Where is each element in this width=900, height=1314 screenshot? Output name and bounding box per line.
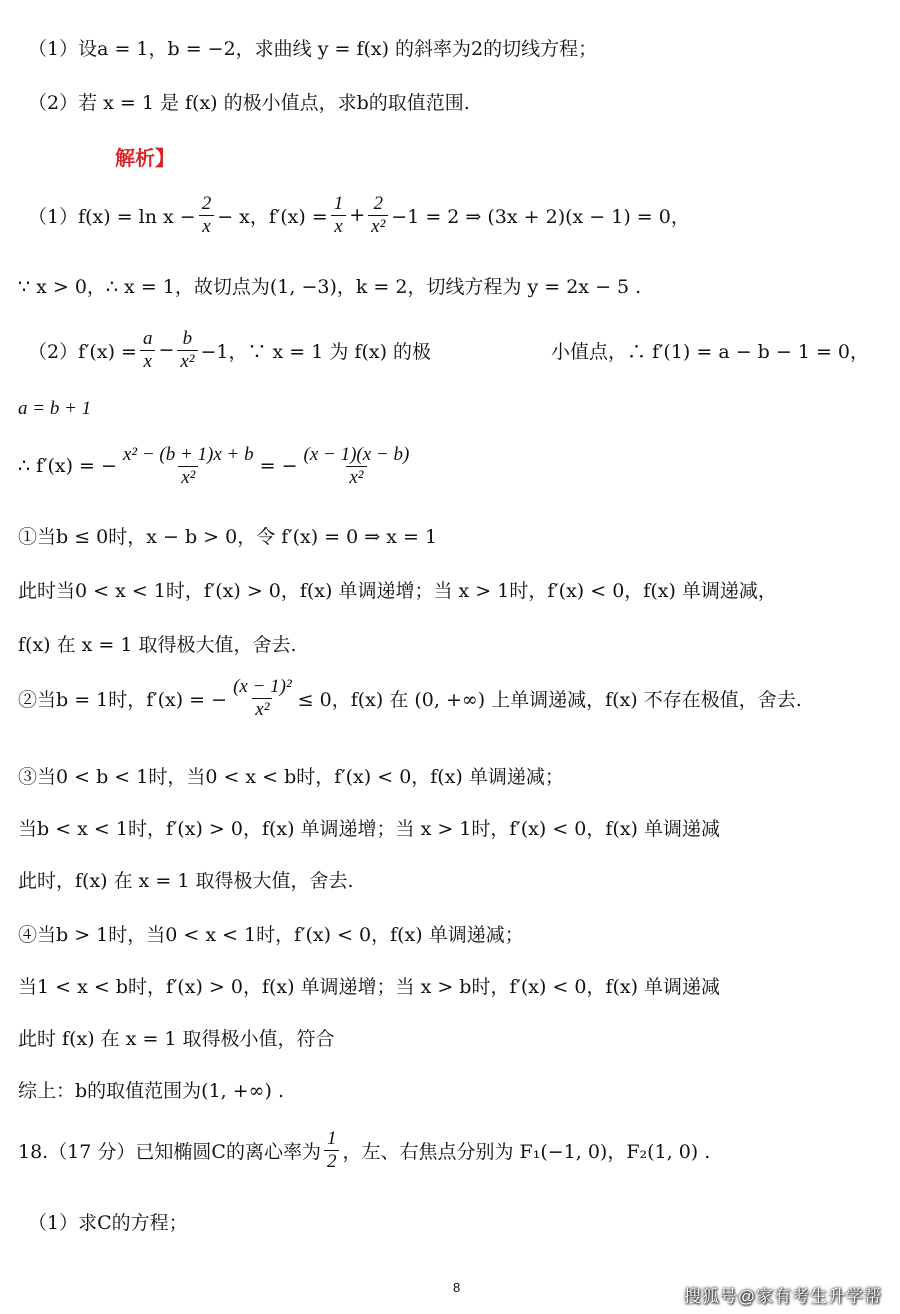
text: −1，∵ x = 1 为 f(x) 的极 [200, 340, 432, 363]
solution-2-factored [18, 444, 415, 489]
text: ②当b = 1时，f′(x) = − [18, 688, 228, 711]
text: ≤ 0，f(x) 在 (0, +∞) 上单调递减，f(x) 不存在极值，舍去. [297, 688, 802, 711]
case-3-conclusion [18, 866, 354, 893]
text: （2）若 x = 1 是 f(x) 的极小值点，求b的取值范围. [28, 92, 470, 114]
denominator: x² [368, 215, 388, 238]
denominator: x² [178, 466, 198, 489]
fraction [301, 444, 413, 489]
question-18 [18, 1128, 710, 1173]
text: − [158, 339, 175, 362]
numerator: (x − 1)² [233, 676, 292, 697]
numerator: 1 [326, 1128, 337, 1149]
text: 综上：b的取值范围为(1, +∞) . [18, 1080, 284, 1102]
fraction [120, 444, 257, 489]
fraction [368, 193, 388, 238]
text: 此时 f(x) 在 x = 1 取得极小值，符合 [18, 1028, 335, 1050]
numerator: x² − (b + 1)x + b [122, 444, 254, 465]
text: 小值点，∴ f′(1) = a − b − 1 = 0， [551, 340, 870, 363]
numerator: a [142, 328, 153, 349]
denominator: x [140, 350, 154, 373]
numerator: (x − 1)(x − b) [303, 444, 410, 465]
solution-heading [115, 142, 175, 171]
heading-text: 解析】 [115, 146, 175, 170]
text: （1）f(x) = ln x − [28, 205, 196, 228]
text: 此时，f(x) 在 x = 1 取得极大值，舍去. [18, 870, 354, 892]
text: − x，f′(x) = [217, 205, 328, 228]
text: ∴ f′(x) = − [18, 455, 117, 478]
case-2 [18, 676, 802, 721]
text: 当b < x < 1时，f′(x) > 0，f(x) 单调递增；当 x > 1时，f′(x) < 0，f(x) 单调递减 [18, 818, 720, 840]
text: a = b + 1 [18, 398, 92, 419]
case-3-monotonic [18, 814, 720, 841]
numerator: b [182, 328, 193, 349]
denominator: x [331, 215, 345, 238]
text: f(x) 在 x = 1 取得极大值，舍去. [18, 634, 297, 656]
fraction [140, 328, 156, 373]
text: −1 = 2 ⇒ (3x + 2)(x − 1) = 0， [391, 205, 690, 228]
solution-2-derivative [28, 328, 869, 373]
denominator: x² [177, 350, 197, 373]
case-4 [18, 920, 524, 947]
denominator: x [199, 215, 213, 238]
text: ，左、右焦点分别为 F₁(−1, 0)，F₂(1, 0) . [342, 1140, 711, 1163]
text: ③当0 < b < 1时，当0 < x < b时，f′(x) < 0，f(x) 单调递减； [18, 766, 564, 788]
text: 当1 < x < b时，f′(x) > 0，f(x) 单调递增；当 x > b时，f′(x) < 0，f(x) 单调递减 [18, 976, 721, 998]
question-part-2 [28, 88, 470, 115]
numerator: 1 [333, 193, 344, 214]
case-4-conclusion [18, 1024, 335, 1051]
case-1-conclusion [18, 630, 297, 657]
denominator: x² [252, 698, 272, 721]
fraction [331, 193, 347, 238]
text: （1）求C的方程； [28, 1212, 188, 1234]
solution-1-derivative [28, 193, 690, 238]
text: （2）f′(x) = [28, 340, 137, 363]
fraction [177, 328, 197, 373]
text: 18.（17 分）已知椭圆C的离心率为 [18, 1140, 321, 1163]
case-1-monotonic [18, 576, 777, 603]
denominator: 2 [324, 1150, 340, 1173]
fraction [230, 676, 295, 721]
numerator: 2 [373, 193, 383, 214]
question-part-1 [28, 34, 597, 61]
denominator: x² [346, 466, 366, 489]
text: ∵ x > 0，∴ x = 1，故切点为(1, −3)，k = 2，切线方程为 y = 2x − 5 . [18, 276, 642, 298]
text: = − [259, 455, 298, 478]
fraction [199, 193, 215, 238]
text: ①当b ≤ 0时，x − b > 0，令 f′(x) = 0 ⇒ x = 1 [18, 526, 438, 548]
text: 此时当0 < x < 1时，f′(x) > 0，f(x) 单调递增；当 x > 1时，f′(x) < 0，f(x) 单调递减， [18, 580, 777, 602]
case-3 [18, 762, 564, 789]
numerator: 2 [201, 193, 212, 214]
solution-2-relation [18, 398, 91, 420]
page-number: 8 [453, 1280, 461, 1295]
question-18-part-1 [28, 1208, 188, 1235]
text: （1）设a = 1，b = −2，求曲线 y = f(x) 的斜率为2的切线方程； [28, 38, 598, 60]
text: ④当b > 1时，当0 < x < 1时，f′(x) < 0，f(x) 单调递减； [18, 924, 524, 946]
case-4-monotonic [18, 972, 720, 999]
text: + [349, 204, 366, 227]
summary [18, 1076, 284, 1103]
watermark: 搜狐号@家有考生升学帮 [683, 1287, 882, 1306]
solution-1-tangent [18, 272, 641, 299]
fraction [324, 1128, 340, 1173]
case-1 [18, 522, 437, 549]
